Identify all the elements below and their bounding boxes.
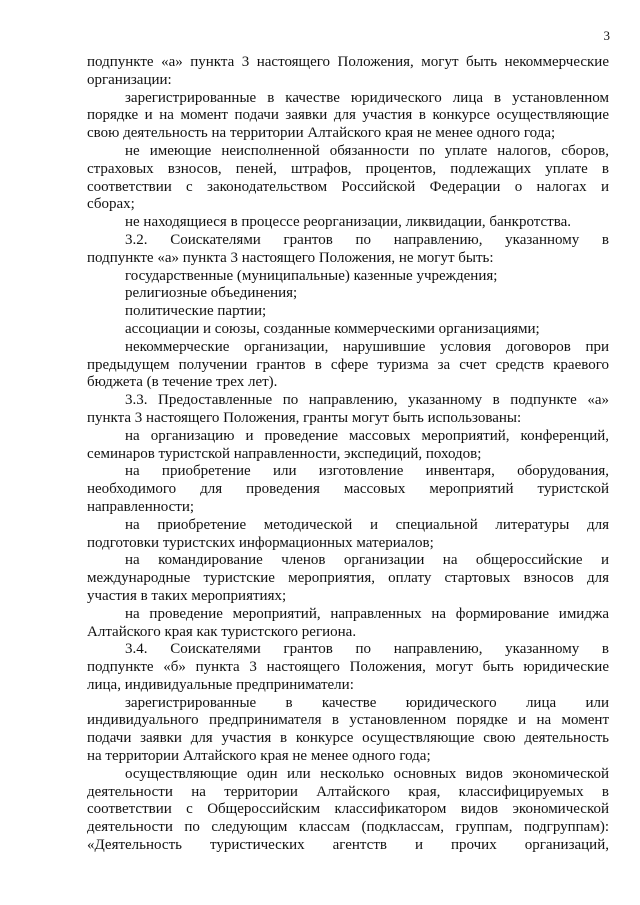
text-line: Алтайского края как туристского региона. (87, 623, 357, 640)
text-line: «Деятельность туристических агентств и прочих организаций, (87, 837, 609, 854)
text-line: подготовки туристских информационных материалов; (87, 534, 434, 551)
text-line: на проведение мероприятий, направленных на формирование имиджа (125, 605, 609, 622)
text-line: лица, индивидуальные предприниматели: (87, 676, 354, 693)
text-line: зарегистрированные в качестве юридического лица или (125, 694, 609, 711)
text-line: некоммерческие организации, нарушившие условия договоров при (125, 338, 609, 355)
text-line: 3.2. Соискателями грантов по направлению, указанному в (125, 231, 609, 248)
text-line: подпункте «а» пункта 3 настоящего Положения, могут быть некоммерческие (87, 54, 609, 70)
document-body (87, 54, 609, 855)
text-line: индивидуального предпринимателя в установленном порядке и на момент (87, 712, 609, 729)
text-line: не находящиеся в процессе реорганизации, ликвидации, банкротства. (125, 214, 572, 231)
text-line: государственные (муниципальные) казенные учреждения; (125, 267, 498, 284)
text-line: подпункте «а» пункта 3 настоящего Положения, не могут быть: (87, 249, 494, 266)
text-line: религиозные объединения; (125, 285, 298, 302)
text-line: международные туристские мероприятия, оплату стартовых взносов для (87, 570, 609, 587)
text-line: подачи заявки для участия в конкурсе осуществляющие свою деятельность (87, 730, 609, 747)
text-line: не имеющие неисполненной обязанности по уплате налогов, сборов, (125, 142, 609, 159)
text-line: зарегистрированные в качестве юридического лица в установленном (125, 89, 609, 106)
page-number: 3 (603, 28, 610, 43)
text-line: осуществляющие один или несколько основных видов экономической (125, 765, 609, 782)
text-line: семинаров туристской направленности, экспедиций, походов; (87, 445, 482, 462)
text-line: политические партии; (125, 303, 267, 320)
text-line: необходимого для проведения массовых мероприятий туристской (87, 481, 609, 498)
text-line: сборах; (87, 196, 135, 213)
text-line: на приобретение методической и специальной литературы для (125, 516, 609, 533)
text-line: свою деятельность на территории Алтайского края не менее одного года; (87, 125, 556, 142)
text-line: бюджета (в течение трех лет). (87, 374, 278, 391)
text-line: деятельности на территории Алтайского края, классифицируемых в (87, 783, 609, 800)
text-line: соответствии с законодательством Российской Федерации о налогах и (87, 178, 609, 195)
text-line: соответствии с Общероссийским классификатором видов экономической (87, 801, 609, 818)
text-line: ассоциации и союзы, созданные коммерческими организациями; (125, 320, 540, 337)
text-line: пункта 3 настоящего Положения, гранты могут быть использованы: (87, 409, 522, 426)
text-line: подпункте «б» пункта 3 настоящего Положения, могут быть юридические (87, 659, 609, 676)
text-line: на командирование членов организации на общероссийские и (125, 552, 609, 569)
text-line: на территории Алтайского края не менее одного года; (87, 748, 431, 765)
text-line: на приобретение или изготовление инвентаря, оборудования, (125, 463, 609, 480)
text-line: страховых взносов, пеней, штрафов, процентов, подлежащих уплате в (87, 160, 609, 177)
text-line: на организацию и проведение массовых мероприятий, конференций, (125, 427, 609, 444)
text-line: порядке и на момент подачи заявки для участия в конкурсе осуществляющие (87, 107, 609, 124)
text-line: направленности; (87, 498, 195, 515)
text-line: организации: (87, 71, 172, 88)
text-line: 3.4. Соискателями грантов по направлению, указанному в (125, 641, 609, 658)
text-line: деятельности по следующим классам (подклассам, группам, подгруппам): (87, 819, 609, 836)
text-line: 3.3. Предоставленные по направлению, указанному в подпункте «а» (125, 392, 609, 409)
text-line: участия в таких мероприятиях; (87, 587, 287, 604)
text-line: предыдущем получении грантов в сфере туризма за счет средств краевого (87, 356, 609, 373)
